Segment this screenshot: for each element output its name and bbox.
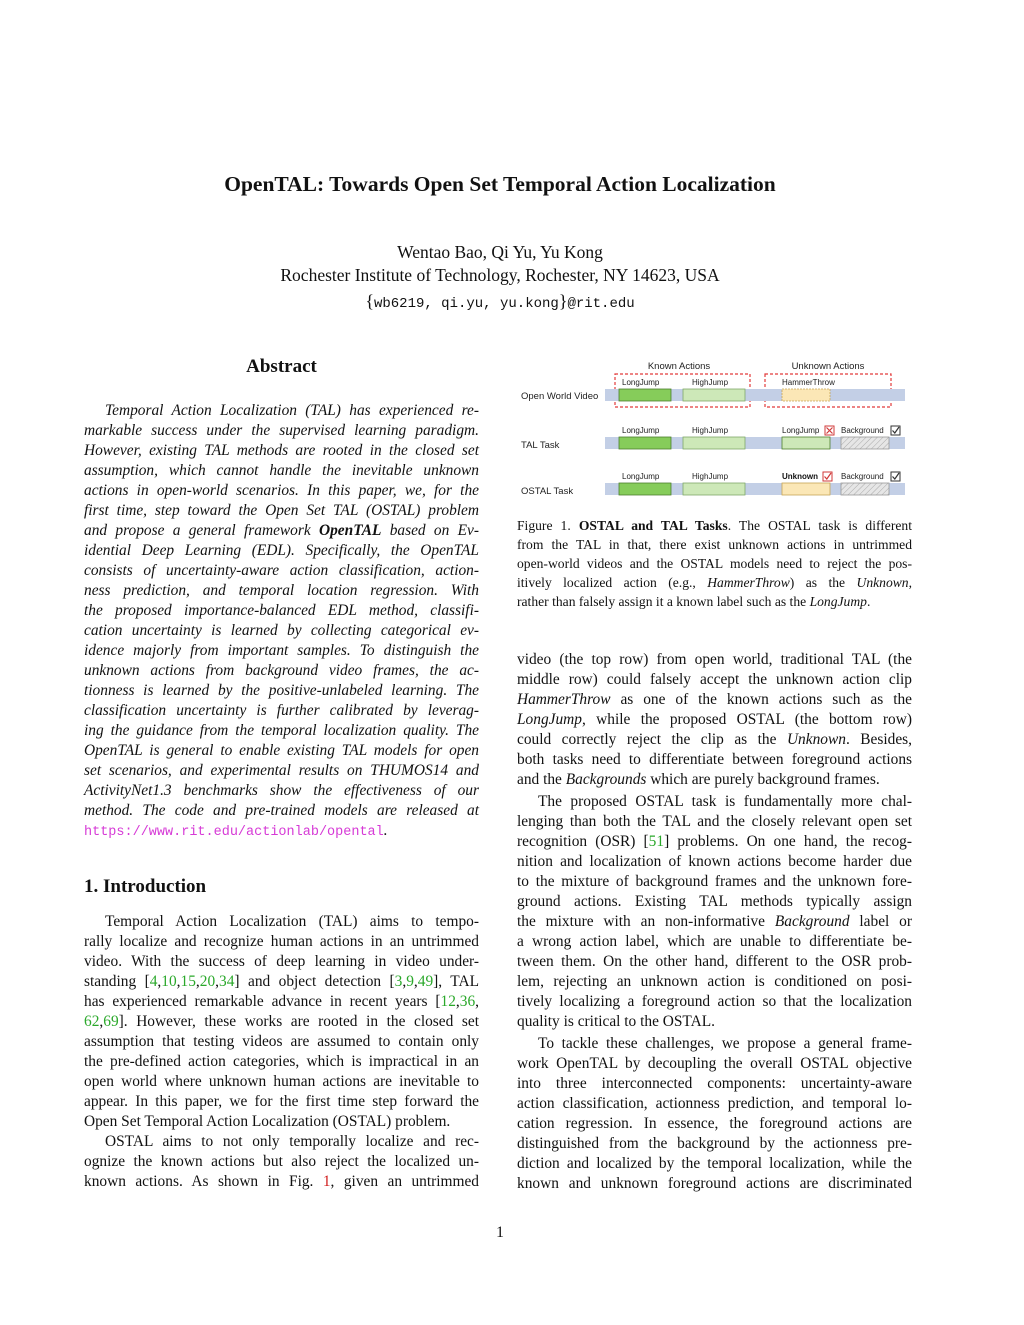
- intro-body: Temporal Action Localization (TAL) aims to tempo- rally localize and recognize human actions in an untrimmed video. With the success of deep learning in video under- standing [4,10,15,20,34] and object detection [3,9,49], TAL has experienced remarkable advance in recent years [12,36, 62,69]. However, these works are rooted in the closed set assumption that testing videos are assumed to contain only the pre-defined action categories, which is impractical in an open world where unknown human actions are inevitable to appear. In this paper, we for the first time step forward the Open Set Temporal Action Localization (OSTAL) problem. OSTAL aims to not only temporally localize and rec- ognize the known actions but also reject the localized un- known actions. As shown in Fig. 1, given an untrimmed: [84, 913, 480, 1190]
- citation[interactable]: 9: [406, 973, 414, 990]
- affiliation: Rochester Institute of Technology, Rochester, NY 14623, USA: [280, 265, 720, 285]
- author-list: Wentao Bao, Qi Yu, Yu Kong: [397, 242, 603, 262]
- unknown-actions-header: Unknown Actions: [791, 361, 865, 372]
- tal-wrong-longjump-label: LongJump: [782, 426, 820, 435]
- citation[interactable]: 62: [84, 1013, 100, 1030]
- background-label: Background: [841, 426, 884, 435]
- highjump-label: HighJump: [692, 472, 729, 481]
- row-open-world-label: Open World Video: [521, 391, 599, 402]
- hammerthrow-clip: [782, 389, 830, 401]
- citation[interactable]: 51: [648, 833, 665, 850]
- background-clip: [841, 483, 889, 495]
- right-column-body: video (the top row) from open world, traditional TAL (the middle row) could falsely accept the unknown action clip HammerThrow as one of the known actions such as the LongJump, while the proposed OSTAL (the bottom row) could correctly reject the clip as the Unknown. Besides, both tasks need to differentiate between foreground actions and the Backgrounds which are purely background frames. The proposed OSTAL task is fundamentally more chal- lenging than both the TAL and the closely relevant open set recognition (OSR) [51] problems. On one hand, the recog- nition and localization of known actions become harder due to the mixture of background frames and the unknown fore- ground actions. Existing TAL methods typically assign the mixture with an non-informative Background label or a wrong action label, which are unable to differentiate be- tween them. On the other hand, different to the OSR prob- lem, rejecting an unknown action is conditioned on posi- tively localizing a foreground action so that the localization quality is critical to the OSTAL. To tackle these challenges, we propose a general frame- work OpenTAL by decoupling the overall OSTAL objective into three interconnected components: uncertainty-aware action classification, actionness prediction, and temporal lo- cation regression. In essence, the foreground actions are distinguished from the background by the actionness pre- diction and localized by the temporal localization, while the known and unknown foreground actions are discriminated: [517, 651, 912, 1192]
- highjump-label: HighJump: [692, 378, 729, 387]
- background-label: Background: [841, 472, 884, 481]
- figure-1: [517, 356, 912, 506]
- longjump-clip: [619, 483, 671, 495]
- opental-name: OpenTAL: [319, 522, 382, 539]
- longjump-label: LongJump: [622, 378, 660, 387]
- code-link[interactable]: https://www.rit.edu/actionlab/opental: [84, 825, 384, 840]
- wrong-longjump-clip: [782, 437, 830, 449]
- longjump-label: LongJump: [622, 426, 660, 435]
- citation[interactable]: 4: [149, 973, 158, 990]
- highjump-clip: [683, 483, 745, 495]
- citation[interactable]: 36: [459, 993, 476, 1010]
- citation[interactable]: 20: [199, 973, 216, 990]
- citation[interactable]: 3: [394, 973, 403, 990]
- highjump-clip: [683, 389, 745, 401]
- figure-caption: Figure 1. OSTAL and TAL Tasks. The OSTAL task is different from the TAL in that, there exist unknown actions in untrimmed open-world videos and the OSTAL models need to reject the pos- itively localized action (e.g., HammerThrow) as the Unknown, rather than falsely assign it a known label such as the LongJump.: [517, 518, 913, 609]
- highjump-clip: [683, 437, 745, 449]
- known-actions-header: Known Actions: [647, 361, 711, 372]
- figure-ref[interactable]: 1: [322, 1173, 331, 1190]
- citation[interactable]: 12: [440, 993, 456, 1010]
- citation[interactable]: 10: [161, 973, 177, 990]
- abstract-body: Temporal Action Localization (TAL) has experienced re- markable success under the supervised learning paradigm. However, existing TAL methods are rooted in the closed set assumption, which cannot handle the inevitable unknown actions in open-world scenarios. In this paper, we, for the first time, step toward the Open Set TAL (OSTAL) problem and propose a general framework OpenTAL based on Ev- idential Deep Learning (EDL). Specifically, the OpenTAL consists of uncertainty-aware action classification, action- ness prediction, and temporal location regression. With the proposed importance-balanced EDL method, classifi- cation uncertainty is learned by collecting categorical ev- idence majorly from important samples. To distinguish the unknown actions from background video frames, the ac- tionness is learned by the positive-unlabeled learning. The classification uncertainty is further calibrated by leverag- ing the guidance from the temporal localization quality. The OpenTAL is general to enable existing TAL models for open set scenarios, and experimental results on THUMOS14 and ActivityNet1.3 benchmarks show the effectiveness of our method. The code and pre-trained models are released at https://www.rit.edu/actionlab/opental.: [84, 402, 479, 840]
- unknown-label: Unknown: [782, 472, 818, 481]
- paper-title: OpenTAL: Towards Open Set Temporal Action Localization: [224, 172, 776, 196]
- citation[interactable]: 69: [103, 1013, 119, 1030]
- figure-1-diagram: [517, 356, 912, 506]
- intro-heading: 1. Introduction: [84, 876, 207, 897]
- abstract-heading: Abstract: [246, 356, 317, 377]
- citation[interactable]: 15: [180, 973, 196, 990]
- longjump-clip: [619, 389, 671, 401]
- row-ostal-label: OSTAL Task: [521, 486, 574, 497]
- page-number: 1: [496, 1224, 504, 1241]
- citation[interactable]: 49: [417, 973, 434, 990]
- email-line: {wb6219, qi.yu, yu.kong}@rit.edu: [365, 291, 635, 312]
- unknown-clip: [782, 483, 830, 495]
- longjump-label: LongJump: [622, 472, 660, 481]
- citation[interactable]: 34: [219, 973, 235, 990]
- background-clip: [841, 437, 889, 449]
- longjump-clip: [619, 437, 671, 449]
- highjump-label: HighJump: [692, 426, 729, 435]
- row-tal-label: TAL Task: [521, 440, 560, 451]
- hammerthrow-label: HammerThrow: [782, 378, 835, 387]
